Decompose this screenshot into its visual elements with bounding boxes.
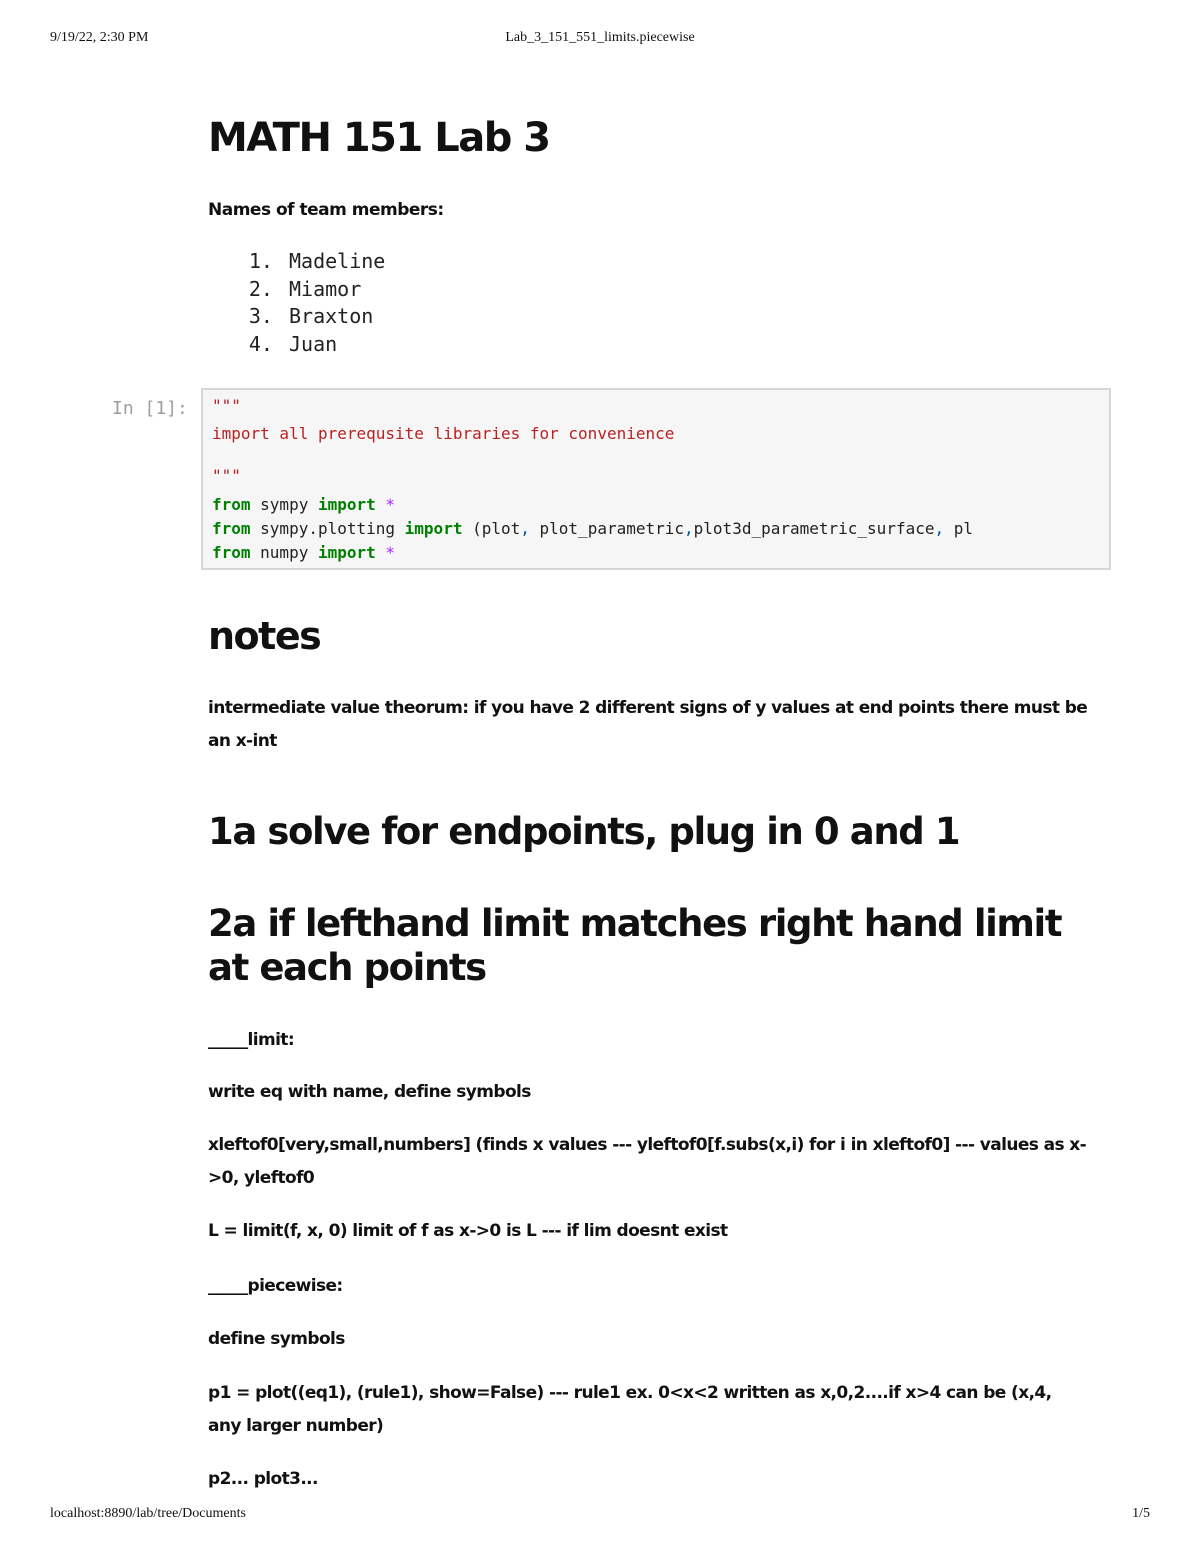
code-comma: , (520, 519, 530, 538)
ivt-note: intermediate value theorum: if you have 2 different signs of y values at end points there must be an x-int (208, 698, 1088, 751)
page-number: 1/5 (1132, 1506, 1150, 1521)
code-line-3 (212, 543, 395, 562)
cell-prompt: In [1]: (112, 398, 188, 419)
code-docstring-text: import all prerequsite libraries for convenience (212, 424, 675, 443)
code-keyword: from (212, 543, 251, 562)
write-eq-note: write eq with name, define symbols (208, 1082, 531, 1102)
code-paren: ( (462, 519, 482, 538)
heading-2a: 2a if lefthand limit matches right hand limit at each points (208, 902, 1062, 989)
heading-1a: 1a solve for endpoints, plug in 0 and 1 (208, 810, 960, 853)
code-name: pl (944, 519, 974, 538)
code-module: numpy (250, 543, 318, 562)
code-keyword: import (317, 495, 376, 514)
code-line-2 (212, 519, 973, 538)
code-name: plot3d_parametric_surface (693, 519, 935, 538)
team-members-label: Names of team members: (208, 200, 444, 220)
p2-note: p2... plot3... (208, 1469, 318, 1489)
code-cell[interactable] (0, 388, 1200, 574)
list-item: 2. Miamor (285, 276, 1108, 304)
print-datetime: 9/19/22, 2:30 PM (50, 30, 149, 45)
code-keyword: import (317, 543, 376, 562)
list-item: 4. Juan (285, 331, 1108, 359)
limit-label: _____limit: (208, 1030, 295, 1050)
code-editor[interactable] (201, 388, 1111, 570)
code-comma: , (934, 519, 945, 538)
xleft-note: xleftof0[very,small,numbers] (finds x values --- yleftof0[f.subs(x,i) for i in xleftof0] --- values as x->0, yleftof0 (208, 1135, 1087, 1188)
page-title: MATH 151 Lab 3 (208, 115, 550, 161)
code-name: plot (481, 519, 521, 538)
limit-note: L = limit(f, x, 0) limit of f as x->0 is L --- if lim doesnt exist (208, 1221, 728, 1241)
code-docstring-open: """ (212, 396, 241, 415)
p1-note: p1 = plot((eq1), (rule1), show=False) --- rule1 ex. 0<x<2 written as x,0,2....if x>4 can be (x,4, any larger number) (208, 1383, 1052, 1436)
code-module: sympy.plotting (250, 519, 405, 538)
list-item: 1. Madeline (285, 248, 1108, 276)
code-comma: , (684, 519, 694, 538)
team-members-list (208, 248, 1108, 358)
code-keyword: from (212, 495, 251, 514)
code-operator: * (385, 543, 396, 562)
code-keyword: import (404, 519, 463, 538)
code-name: plot_parametric (529, 519, 685, 538)
notebook-content (208, 100, 1108, 358)
print-doc-title: Lab_3_151_551_limits.piecewise (505, 30, 695, 45)
code-keyword: from (212, 519, 251, 538)
print-url: localhost:8890/lab/tree/Documents (50, 1506, 246, 1521)
piecewise-label: _____piecewise: (208, 1276, 343, 1296)
define-symbols-note: define symbols (208, 1329, 345, 1349)
notes-heading: notes (208, 614, 321, 658)
code-operator: * (385, 495, 396, 514)
code-line-1 (212, 495, 395, 514)
code-module: sympy (250, 495, 318, 514)
list-item: 3. Braxton (285, 303, 1108, 331)
code-docstring-close: """ (212, 466, 241, 485)
